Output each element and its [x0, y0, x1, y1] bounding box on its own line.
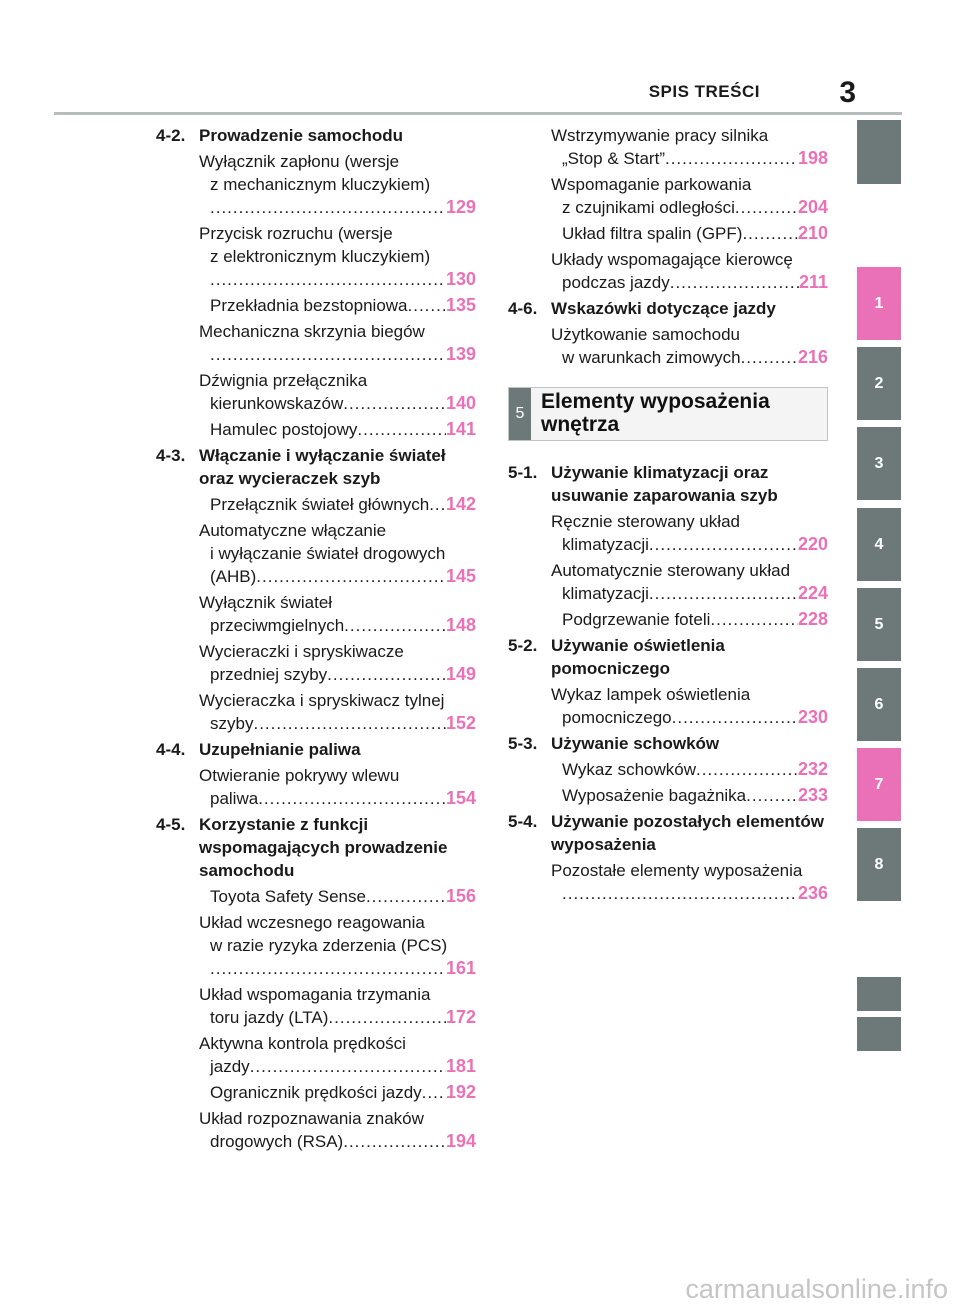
- toc-entry[interactable]: [199, 320, 476, 366]
- chapter-tab-blank[interactable]: [857, 120, 901, 184]
- section-title: Korzystanie z funkcji wspomagających prowadzenie samochodu: [199, 815, 448, 880]
- entry-page-number[interactable]: 145: [445, 566, 476, 586]
- chapter-tab-4[interactable]: 4: [857, 508, 901, 581]
- entry-title: Użytkowanie samochodu: [551, 325, 740, 344]
- toc-section-heading: [156, 813, 476, 882]
- entry-title: Automatyczne włączanie i wyłączanie świateł drogowych: [199, 521, 446, 563]
- entry-title-last-line: szyby: [210, 714, 254, 733]
- entry-title: Układ wczesnego reagowania w razie ryzyka zderzenia (PCS): [199, 913, 448, 955]
- page-header-title: SPIS TREŚCI: [648, 82, 760, 101]
- entry-title-last-line: przedniej szyby: [210, 665, 328, 684]
- dot-leader: [210, 196, 446, 219]
- section-title: Wskazówki dotyczące jazdy: [551, 299, 776, 318]
- entry-title: Wyłącznik zapłonu (wersje z mechanicznym kluczykiem): [199, 152, 431, 194]
- section-title: Używanie schowków: [551, 734, 720, 753]
- entry-title-last-line: Ogranicznik prędkości jazdy: [210, 1083, 422, 1102]
- dot-leader: [742, 222, 798, 245]
- dot-leader: [710, 608, 798, 631]
- toc-entry[interactable]: [199, 983, 476, 1029]
- entry-leader-row: [562, 533, 828, 556]
- entry-title-last-line: w warunkach zimowych: [562, 348, 741, 367]
- dot-leader: [649, 533, 798, 556]
- entry-title: Wykaz lampek oświetlenia: [551, 685, 751, 704]
- entry-page-number[interactable]: 154: [445, 788, 476, 808]
- section-number: 4-4.: [156, 740, 186, 759]
- entry-leader-row: [210, 957, 476, 980]
- dot-leader: [649, 582, 798, 605]
- toc-section-heading: [508, 297, 828, 320]
- entry-title-last-line: Podgrzewanie foteli: [562, 610, 711, 629]
- section-number: 5-2.: [508, 636, 538, 655]
- dot-leader: [357, 418, 446, 441]
- toc-section-heading: [156, 444, 476, 490]
- entry-title: Układy wspomagające kierowcę: [551, 250, 793, 269]
- entry-leader-row: [210, 294, 476, 317]
- dot-leader: [366, 885, 446, 908]
- dot-leader: [665, 147, 798, 170]
- entry-page-number[interactable]: 139: [445, 344, 476, 364]
- entry-title: Wspomaganie parkowania: [551, 175, 752, 194]
- dot-leader: [258, 787, 446, 810]
- dot-leader: [672, 706, 798, 729]
- section-number: 5-3.: [508, 734, 538, 753]
- entry-page-number[interactable]: 141: [445, 419, 476, 439]
- dot-leader: [562, 882, 798, 905]
- entry-title-last-line: jazdy: [210, 1057, 250, 1076]
- toc-entry[interactable]: [199, 764, 476, 810]
- chapter-tab-2[interactable]: 2: [857, 347, 901, 420]
- entry-title: Pozostałe elementy wyposażenia: [551, 861, 803, 880]
- entry-title: Wstrzymywanie pracy silnika: [551, 126, 769, 145]
- toc-entry[interactable]: [551, 608, 828, 631]
- toc-right-column: [508, 124, 828, 908]
- entry-title-last-line: Przekładnia bezstopniowa: [210, 296, 408, 315]
- dot-leader: [210, 957, 446, 980]
- entry-leader-row: [210, 1006, 476, 1029]
- toc-left-column: [156, 124, 476, 1156]
- dot-leader: [422, 1081, 446, 1104]
- entry-page-number[interactable]: 152: [445, 713, 476, 733]
- entry-title: Ręcznie sterowany układ: [551, 512, 740, 531]
- entry-title: Układ rozpoznawania znaków: [199, 1109, 424, 1128]
- toc-entry[interactable]: [551, 859, 828, 905]
- toc-section-heading: [508, 634, 828, 680]
- entry-title-last-line: podczas jazdy: [562, 273, 670, 292]
- chapter-tab-3[interactable]: 3: [857, 427, 901, 500]
- entry-title-last-line: kierunkowskazów: [210, 394, 344, 413]
- toc-entry[interactable]: [199, 418, 476, 441]
- entry-leader-row: [210, 614, 476, 637]
- entry-leader-row: [210, 268, 476, 291]
- dot-leader: [253, 712, 445, 735]
- entry-leader-row: [210, 392, 476, 415]
- section-title: Uzupełnianie paliwa: [199, 740, 361, 759]
- entry-leader-row: [562, 222, 828, 245]
- chapter-heading-box: [508, 387, 828, 441]
- toc-section-heading: [156, 124, 476, 147]
- entry-page-number[interactable]: 148: [445, 615, 476, 635]
- entry-leader-row: [562, 271, 828, 294]
- entry-page-number[interactable]: 181: [445, 1056, 476, 1076]
- toc-entry[interactable]: [551, 222, 828, 245]
- dot-leader: [210, 343, 446, 366]
- entry-leader-row: [210, 787, 476, 810]
- entry-page-number[interactable]: 211: [798, 272, 828, 292]
- entry-page-number[interactable]: 140: [445, 393, 476, 413]
- entry-leader-row: [210, 343, 476, 366]
- chapter-tab-blank[interactable]: [857, 977, 901, 1011]
- dot-leader: [741, 346, 798, 369]
- entry-leader-row: [210, 1130, 476, 1153]
- dot-leader: [256, 565, 446, 588]
- entry-title-last-line: przeciwmgielnych: [210, 616, 345, 635]
- toc-entry[interactable]: [199, 519, 476, 588]
- entry-title-last-line: paliwa: [210, 789, 259, 808]
- entry-title-last-line: Przełącznik świateł głównych: [210, 495, 430, 514]
- section-title: Prowadzenie samochodu: [199, 126, 404, 145]
- entry-title: Automatycznie sterowany układ: [551, 561, 791, 580]
- entry-leader-row: [562, 608, 828, 631]
- section-number: 4-6.: [508, 299, 538, 318]
- section-number: 4-3.: [156, 446, 186, 465]
- entry-title-last-line: toru jazdy (LTA): [210, 1008, 329, 1027]
- entry-page-number[interactable]: 224: [797, 583, 828, 603]
- section-title: Włączanie i wyłączanie świateł oraz wycieraczek szyb: [199, 446, 446, 488]
- entry-leader-row: [562, 147, 828, 170]
- entry-title: Przycisk rozruchu (wersje z elektronicznym kluczykiem): [199, 224, 431, 266]
- entry-leader-row: [562, 784, 828, 807]
- entry-page-number[interactable]: 204: [797, 197, 828, 217]
- entry-title: Wyłącznik świateł: [199, 593, 333, 612]
- dot-leader: [670, 271, 799, 294]
- entry-leader-row: [210, 493, 476, 516]
- entry-page-number[interactable]: 149: [445, 664, 476, 684]
- entry-page-number[interactable]: 216: [797, 347, 828, 367]
- entry-leader-row: [562, 346, 828, 369]
- dot-leader: [250, 1055, 446, 1078]
- page-number: 3: [839, 76, 856, 109]
- entry-page-number[interactable]: 232: [797, 759, 828, 779]
- entry-page-number[interactable]: 129: [445, 197, 476, 217]
- toc-entry[interactable]: [199, 369, 476, 415]
- entry-page-number[interactable]: 135: [445, 295, 476, 315]
- toc-entry[interactable]: [199, 885, 476, 908]
- chapter-title: Elementy wyposażenia wnętrza: [541, 390, 770, 436]
- entry-leader-row: [210, 885, 476, 908]
- toc-entry[interactable]: [199, 222, 476, 291]
- entry-page-number[interactable]: 233: [797, 785, 828, 805]
- toc-entry[interactable]: [199, 911, 476, 980]
- entry-title: Mechaniczna skrzynia biegów: [199, 322, 425, 341]
- dot-leader: [696, 758, 798, 781]
- section-title: Używanie pozostałych elementów wyposażenia: [551, 812, 825, 854]
- entry-leader-row: [562, 196, 828, 219]
- toc-entry[interactable]: [199, 689, 476, 735]
- entry-page-number[interactable]: 142: [445, 494, 476, 514]
- entry-leader-row: [562, 758, 828, 781]
- entry-title: Układ wspomagania trzymania: [199, 985, 431, 1004]
- dot-leader: [408, 294, 446, 317]
- entry-leader-row: [210, 1055, 476, 1078]
- section-title: Używanie klimatyzacji oraz usuwanie zaparowania szyb: [551, 463, 778, 505]
- toc-entry[interactable]: [551, 559, 828, 605]
- dot-leader: [328, 1006, 446, 1029]
- entry-page-number[interactable]: 130: [445, 269, 476, 289]
- section-number: 5-1.: [508, 463, 538, 482]
- dot-leader: [344, 614, 446, 637]
- entry-leader-row: [210, 565, 476, 588]
- dot-leader: [735, 196, 798, 219]
- entry-title-last-line: pomocniczego: [562, 708, 672, 727]
- entry-title-last-line: klimatyzacji: [562, 584, 649, 603]
- toc-entry[interactable]: [199, 1081, 476, 1104]
- entry-title-last-line: Toyota Safety Sense: [210, 887, 366, 906]
- toc-section-heading: [508, 810, 828, 856]
- toc-entry[interactable]: [199, 294, 476, 317]
- entry-title: Otwieranie pokrywy wlewu: [199, 766, 400, 785]
- chapter-tab-8[interactable]: 8: [857, 828, 901, 901]
- chapter-tab-1[interactable]: 1: [857, 267, 901, 340]
- toc-section-heading: [508, 732, 828, 755]
- entry-title: Dźwignia przełącznika: [199, 371, 368, 390]
- entry-title-last-line: klimatyzacji: [562, 535, 649, 554]
- toc-entry[interactable]: [199, 591, 476, 637]
- chapter-tab-7[interactable]: 7: [857, 748, 901, 821]
- toc-section-heading: [156, 738, 476, 761]
- entry-title: Wycieraczka i spryskiwacz tylnej: [199, 691, 445, 710]
- entry-leader-row: [210, 418, 476, 441]
- entry-page-number[interactable]: 192: [445, 1082, 476, 1102]
- section-title: Używanie oświetlenia pomocniczego: [551, 636, 725, 678]
- entry-leader-row: [562, 706, 828, 729]
- entry-title-last-line: Hamulec postojowy: [210, 420, 358, 439]
- entry-title: Aktywna kontrola prędkości: [199, 1034, 406, 1053]
- chapter-number: 5: [509, 388, 531, 440]
- entry-title-last-line: „Stop & Start”: [562, 149, 665, 168]
- toc-section-heading: [508, 461, 828, 507]
- toc-entry[interactable]: [199, 493, 476, 516]
- entry-leader-row: [562, 582, 828, 605]
- entry-leader-row: [210, 712, 476, 735]
- entry-page-number[interactable]: 194: [445, 1131, 476, 1151]
- toc-entry[interactable]: [551, 510, 828, 556]
- entry-title-last-line: Wyposażenie bagażnika: [562, 786, 747, 805]
- dot-leader: [343, 392, 446, 415]
- entry-page-number[interactable]: 228: [797, 609, 828, 629]
- entry-leader-row: [562, 882, 828, 905]
- entry-title-last-line: (AHB): [210, 567, 257, 586]
- entry-title: Wycieraczki i spryskiwacze: [199, 642, 404, 661]
- entry-page-number[interactable]: 156: [445, 886, 476, 906]
- dot-leader: [210, 268, 446, 291]
- entry-page-number[interactable]: 161: [445, 958, 476, 978]
- dot-leader: [327, 663, 446, 686]
- entry-page-number[interactable]: 210: [797, 223, 828, 243]
- entry-leader-row: [210, 663, 476, 686]
- entry-title-last-line: drogowych (RSA): [210, 1132, 344, 1151]
- toc-entry[interactable]: [551, 784, 828, 807]
- entry-leader-row: [210, 196, 476, 219]
- dot-leader: [429, 493, 446, 516]
- entry-title-last-line: z czujnikami odległości: [562, 198, 735, 217]
- entry-page-number[interactable]: 220: [797, 534, 828, 554]
- entry-page-number[interactable]: 172: [445, 1007, 476, 1027]
- toc-entry[interactable]: [551, 683, 828, 729]
- entry-leader-row: [210, 1081, 476, 1104]
- entry-page-number[interactable]: 230: [797, 707, 828, 727]
- entry-title-last-line: Wykaz schowków: [562, 760, 696, 779]
- chapter-tab-blank[interactable]: [857, 1017, 901, 1051]
- toc-entry[interactable]: [551, 248, 828, 294]
- entry-title-last-line: Układ filtra spalin (GPF): [562, 224, 743, 243]
- toc-entry[interactable]: [551, 173, 828, 219]
- toc-entry[interactable]: [551, 323, 828, 369]
- dot-leader: [746, 784, 798, 807]
- entry-page-number[interactable]: 236: [797, 883, 828, 903]
- chapter-tab-5[interactable]: 5: [857, 588, 901, 661]
- toc-entry[interactable]: [551, 124, 828, 170]
- toc-entry[interactable]: [199, 1107, 476, 1153]
- entry-page-number[interactable]: 198: [797, 148, 828, 168]
- section-number: 4-5.: [156, 815, 186, 834]
- header-divider: [54, 112, 902, 115]
- toc-entry[interactable]: [199, 640, 476, 686]
- section-number: 5-4.: [508, 812, 538, 831]
- watermark: carmanualsonline.info: [685, 1274, 948, 1304]
- toc-entry[interactable]: [199, 150, 476, 219]
- chapter-tab-6[interactable]: 6: [857, 668, 901, 741]
- section-number: 4-2.: [156, 126, 186, 145]
- toc-entry[interactable]: [551, 758, 828, 781]
- dot-leader: [343, 1130, 446, 1153]
- toc-entry[interactable]: [199, 1032, 476, 1078]
